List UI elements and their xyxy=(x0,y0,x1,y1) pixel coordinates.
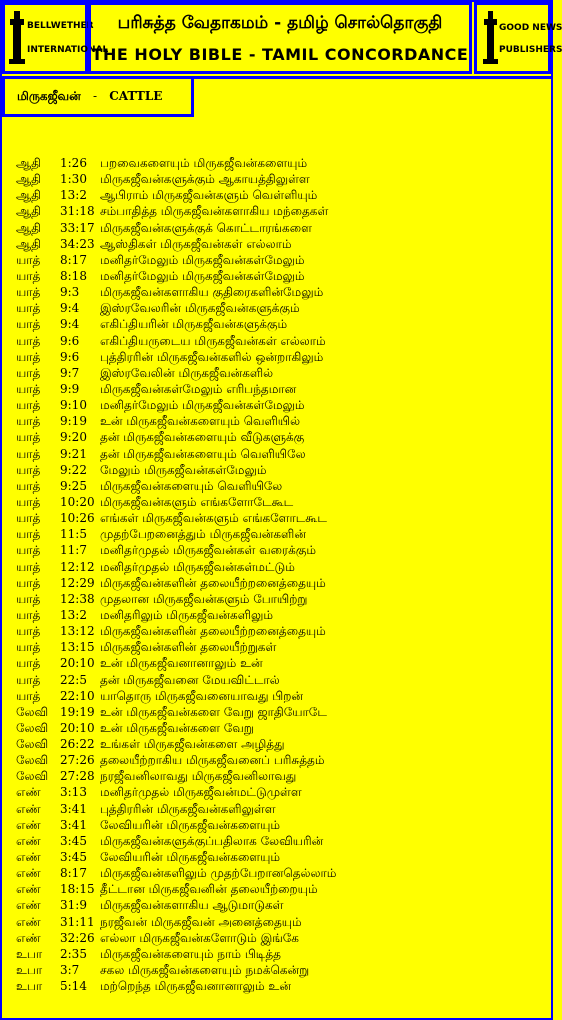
book-abbrev: யாத் xyxy=(16,398,41,413)
verse-text: யாதொரு மிருகஜீவனையாவது பிறன் xyxy=(100,688,304,703)
verse-reference: 13:15 xyxy=(60,640,95,655)
concordance-row xyxy=(16,833,546,849)
verse-reference: 9:10 xyxy=(60,398,87,413)
verse-reference: 9:7 xyxy=(60,365,80,380)
verse-text: மனிதர்முதல் மிருகஜீவன்கள்மட்டும் xyxy=(100,559,295,574)
concordance-row xyxy=(16,542,546,558)
verse-text: தன் மிருகஜீவன்களையும் வெளியிலே xyxy=(100,446,306,461)
verse-reference: 34:23 xyxy=(60,236,95,251)
concordance-row xyxy=(16,429,546,445)
book-abbrev: லேவி xyxy=(16,737,49,752)
verse-reference: 9:25 xyxy=(60,478,87,493)
book-abbrev: எண் xyxy=(16,930,41,945)
title-tamil: பரிசுத்த வேதாகமம் - தமிழ் சொல்தொகுதி xyxy=(117,13,443,33)
concordance-row xyxy=(16,510,546,526)
concordance-row xyxy=(16,688,546,704)
verse-text: மிருகஜீவன்களும் எங்களோடேகூட xyxy=(100,494,294,509)
book-abbrev: ஆதி xyxy=(16,156,42,170)
verse-text: இஸ்ரவேலரின் மிருகஜீவன்களுக்கும் xyxy=(100,301,300,316)
concordance-row xyxy=(16,978,546,994)
verse-text: தன் மிருகஜீவனை மேயவிட்டால் xyxy=(100,672,280,687)
verse-reference: 22:10 xyxy=(60,688,95,703)
verse-text: மிருகஜீவன்களுக்கும் ஆகாயத்திலுள்ள xyxy=(100,172,310,187)
concordance-row xyxy=(16,478,546,494)
verse-reference: 11:5 xyxy=(60,527,87,542)
concordance-row xyxy=(16,300,546,316)
verse-reference: 31:18 xyxy=(60,204,95,219)
concordance-row xyxy=(16,639,546,655)
verse-text: உன் மிருகஜீவன்களை வேறு xyxy=(100,720,254,735)
book-abbrev: யாத் xyxy=(16,494,41,509)
verse-reference: 3:7 xyxy=(60,963,80,978)
concordance-row xyxy=(16,865,546,881)
verse-reference: 31:11 xyxy=(60,914,95,929)
book-abbrev: லேவி xyxy=(16,753,49,768)
book-abbrev: யாத் xyxy=(16,301,41,316)
verse-text: ஆபிராம் மிருகஜீவன்களும் வெள்ளியும் xyxy=(100,188,318,203)
book-abbrev: லேவி xyxy=(16,704,49,719)
headword-english: CATTLE xyxy=(109,89,163,103)
bellwether-logo-icon xyxy=(5,5,85,71)
concordance-row xyxy=(16,962,546,978)
headword-dash: - xyxy=(92,89,98,103)
verse-reference: 33:17 xyxy=(60,220,95,235)
book-abbrev: உபா xyxy=(16,946,43,961)
verse-text: மிருகஜீவன்களையும் நாம் பிடித்த xyxy=(100,946,281,961)
book-abbrev: யாத் xyxy=(16,511,41,526)
verse-reference: 12:29 xyxy=(60,575,95,590)
concordance-row xyxy=(16,446,546,462)
verse-text: சகல மிருகஜீவன்களையும் நமக்கென்று xyxy=(100,963,310,978)
verse-text: முதற்பேறனைத்தும் மிருகஜீவன்களின் xyxy=(100,527,306,542)
goodnews-logo xyxy=(474,2,562,74)
verse-text: மேலும் மிருகஜீவன்கள்மேலும் xyxy=(100,462,267,477)
book-abbrev: யாத் xyxy=(16,252,41,267)
verse-text: மிருகஜீவன்களாகிய குதிரைகளின்மேலும் xyxy=(100,285,324,300)
concordance-row xyxy=(16,930,546,946)
verse-text: மிருகஜீவன்களின் தலையீற்றனைத்தையும் xyxy=(100,575,326,590)
goodnews-logo-icon xyxy=(477,5,549,71)
book-abbrev: ஆதி xyxy=(16,220,42,235)
book-abbrev: யாத் xyxy=(16,656,41,671)
verse-text: உங்கள் மிருகஜீவன்களை அழித்து xyxy=(100,737,285,752)
concordance-row xyxy=(16,236,546,252)
book-abbrev: யாத் xyxy=(16,333,41,348)
verse-reference: 27:28 xyxy=(60,769,95,784)
headword-tamil: மிருகஜீவன் xyxy=(17,89,81,103)
verse-text: மனிதர்மேலும் மிருகஜீவன்கள்மேலும் xyxy=(100,252,305,267)
verse-text: தன் மிருகஜீவன்களையும் வீடுகளுக்கு xyxy=(100,430,305,445)
verse-text: மிருகஜீவன்களுக்குக் கொட்டாரங்களை xyxy=(100,220,312,235)
bellwether-logo xyxy=(2,2,109,74)
verse-reference: 11:7 xyxy=(60,543,87,558)
verse-reference: 3:13 xyxy=(60,785,87,800)
concordance-row xyxy=(16,494,546,510)
bellwether-logo-line2: INTERNATIONAL xyxy=(27,45,109,55)
verse-text: மிருகஜீவன்களிலும் முதற்பேறானதெல்லாம் xyxy=(100,866,337,881)
verse-reference: 9:20 xyxy=(60,430,87,445)
concordance-row xyxy=(16,575,546,591)
concordance-row xyxy=(16,768,546,784)
concordance-row xyxy=(16,413,546,429)
verse-reference: 13:2 xyxy=(60,188,87,203)
verse-reference: 2:35 xyxy=(60,946,87,961)
verse-text: எகிப்தியருடைய மிருகஜீவன்கள் எல்லாம் xyxy=(100,333,326,348)
verse-text: புத்திரரின் மிருகஜீவன்களிலுள்ள xyxy=(100,801,276,816)
book-abbrev: யாத் xyxy=(16,414,41,429)
book-abbrev: யாத் xyxy=(16,543,41,558)
verse-text: மனிதரிலும் மிருகஜீவன்களிலும் xyxy=(100,607,274,622)
verse-reference: 5:14 xyxy=(60,979,87,994)
book-abbrev: உபா xyxy=(16,963,43,978)
verse-reference: 9:6 xyxy=(60,349,80,364)
concordance-row xyxy=(16,897,546,913)
verse-text: புத்திரரின் மிருகஜீவன்களில் ஒன்றாகிலும் xyxy=(100,349,324,364)
book-abbrev: யாத் xyxy=(16,365,41,380)
verse-reference: 32:26 xyxy=(60,930,95,945)
verse-text: மனிதர்முதல் மிருகஜீவன்கள் வரைக்கும் xyxy=(100,543,317,558)
concordance-row xyxy=(16,752,546,768)
verse-reference: 9:9 xyxy=(60,381,80,396)
concordance-row xyxy=(16,655,546,671)
verse-reference: 27:26 xyxy=(60,753,95,768)
concordance-row xyxy=(16,607,546,623)
book-abbrev: ஆதி xyxy=(16,188,42,203)
concordance-row xyxy=(16,784,546,800)
book-abbrev: எண் xyxy=(16,866,41,881)
book-abbrev: லேவி xyxy=(16,720,49,735)
book-abbrev: எண் xyxy=(16,882,41,897)
verse-text: எல்லா மிருகஜீவன்களோடும் இங்கே xyxy=(100,930,299,945)
verse-reference: 9:22 xyxy=(60,462,87,477)
verse-text: மிருகஜீவன்கள்மேலும் எரிபந்தமான xyxy=(100,381,297,396)
book-abbrev: எண் xyxy=(16,817,41,832)
verse-reference: 12:12 xyxy=(60,559,95,574)
concordance-row xyxy=(16,316,546,332)
verse-text: மனிதர்முதல் மிருகஜீவன்மட்டுமுள்ள xyxy=(100,785,302,800)
concordance-row xyxy=(16,801,546,817)
book-abbrev: யாத் xyxy=(16,268,41,283)
concordance-row xyxy=(16,672,546,688)
verse-text: நரஜீவன் மிருகஜீவன் அனைத்தையும் xyxy=(100,914,302,929)
concordance-row xyxy=(16,462,546,478)
verse-reference: 10:26 xyxy=(60,511,95,526)
book-abbrev: உபா xyxy=(16,979,43,994)
concordance-row xyxy=(16,171,546,187)
verse-text: மிருகஜீவன்களுக்குப்பதிலாக லேவியரின் xyxy=(100,833,324,848)
verse-text: மனிதர்மேலும் மிருகஜீவன்கள்மேலும் xyxy=(100,398,305,413)
verse-reference: 3:41 xyxy=(60,817,87,832)
verse-reference: 20:10 xyxy=(60,720,95,735)
verse-text: உன் மிருகஜீவன்களையும் வெளியில் xyxy=(100,414,301,429)
bellwether-logo-line1: BELLWETHER xyxy=(27,21,94,31)
book-abbrev: யாத் xyxy=(16,575,41,590)
verse-reference: 9:21 xyxy=(60,446,87,461)
book-abbrev: எண் xyxy=(16,898,41,913)
book-abbrev: லேவி xyxy=(16,769,49,784)
book-abbrev: யாத் xyxy=(16,527,41,542)
title-box xyxy=(88,2,472,74)
concordance-row xyxy=(16,252,546,268)
verse-text: இஸ்ரவேலின் மிருகஜீவன்களில் xyxy=(100,365,274,380)
goodnews-logo-line1: GOOD NEWS xyxy=(499,23,562,33)
book-abbrev: யாத் xyxy=(16,591,41,606)
verse-reference: 9:3 xyxy=(60,285,80,300)
verse-reference: 12:38 xyxy=(60,591,95,606)
book-abbrev: எண் xyxy=(16,785,41,800)
book-abbrev: யாத் xyxy=(16,688,41,703)
concordance-row xyxy=(16,397,546,413)
concordance-row xyxy=(16,591,546,607)
concordance-list xyxy=(16,155,546,994)
verse-text: உன் மிருகஜீவன்களை வேறு ஜாதியோடே xyxy=(100,704,327,719)
verse-reference: 9:4 xyxy=(60,317,80,332)
concordance-row xyxy=(16,881,546,897)
book-abbrev: யாத் xyxy=(16,640,41,655)
verse-text: முதலான மிருகஜீவன்களும் போயிற்று xyxy=(100,591,308,606)
concordance-row xyxy=(16,817,546,833)
verse-text: மனிதர்மேலும் மிருகஜீவன்கள்மேலும் xyxy=(100,268,305,283)
verse-text: லேவியரின் மிருகஜீவன்களையும் xyxy=(100,817,281,832)
verse-reference: 19:19 xyxy=(60,704,95,719)
book-abbrev: எண் xyxy=(16,850,41,865)
verse-reference: 3:45 xyxy=(60,850,87,865)
book-abbrev: ஆதி xyxy=(16,172,42,187)
verse-reference: 9:4 xyxy=(60,301,80,316)
concordance-row xyxy=(16,736,546,752)
verse-text: உன் மிருகஜீவனானாலும் உன் xyxy=(100,656,263,671)
verse-reference: 1:26 xyxy=(60,156,87,170)
concordance-row xyxy=(16,946,546,962)
verse-reference: 8:17 xyxy=(60,866,87,881)
verse-text: மிருகஜீவன்களின் தலையீற்றுகள் xyxy=(100,640,277,655)
verse-text: மற்றெந்த மிருகஜீவனானாலும் உன் xyxy=(100,979,291,994)
concordance-row xyxy=(16,720,546,736)
verse-text: மிருகஜீவன்களாகிய ஆடுமாடுகள் xyxy=(100,898,284,913)
verse-reference: 8:18 xyxy=(60,268,87,283)
goodnews-logo-line2: PUBLISHERS xyxy=(499,45,562,55)
concordance-row xyxy=(16,268,546,284)
headword-box xyxy=(2,79,194,117)
book-abbrev: யாத் xyxy=(16,317,41,332)
verse-text: எகிப்தியரின் மிருகஜீவன்களுக்கும் xyxy=(100,317,288,332)
verse-text: தீட்டான மிருகஜீவனின் தலையீற்றையும் xyxy=(100,882,318,897)
verse-reference: 8:17 xyxy=(60,252,87,267)
book-abbrev: யாத் xyxy=(16,672,41,687)
verse-text: சம்பாதித்த மிருகஜீவன்களாகிய மந்தைகள் xyxy=(100,204,329,219)
book-abbrev: யாத் xyxy=(16,285,41,300)
verse-reference: 1:30 xyxy=(60,172,87,187)
verse-text: பறவைகளையும் மிருகஜீவன்களையும் xyxy=(100,156,308,170)
book-abbrev: ஆதி xyxy=(16,236,42,251)
verse-reference: 22:5 xyxy=(60,672,87,687)
concordance-row xyxy=(16,526,546,542)
concordance-row xyxy=(16,155,546,171)
verse-reference: 3:45 xyxy=(60,833,87,848)
concordance-row xyxy=(16,203,546,219)
book-abbrev: யாத் xyxy=(16,381,41,396)
verse-reference: 20:10 xyxy=(60,656,95,671)
concordance-row xyxy=(16,849,546,865)
verse-text: ஆஸ்திகள் மிருகஜீவன்கள் எல்லாம் xyxy=(100,236,292,251)
verse-reference: 31:9 xyxy=(60,898,87,913)
verse-text: தலையீற்றாகிய மிருகஜீவனைப் பரிசுத்தம் xyxy=(100,753,325,768)
book-abbrev: எண் xyxy=(16,914,41,929)
concordance-row xyxy=(16,559,546,575)
verse-reference: 10:20 xyxy=(60,494,95,509)
book-abbrev: ஆதி xyxy=(16,204,42,219)
book-abbrev: யாத் xyxy=(16,446,41,461)
concordance-row xyxy=(16,284,546,300)
concordance-row xyxy=(16,914,546,930)
verse-text: மிருகஜீவன்களின் தலையீற்றனைத்தையும் xyxy=(100,624,326,639)
verse-reference: 13:12 xyxy=(60,624,95,639)
book-abbrev: யாத் xyxy=(16,559,41,574)
verse-reference: 13:2 xyxy=(60,607,87,622)
book-abbrev: யாத் xyxy=(16,478,41,493)
verse-text: எங்கள் மிருகஜீவன்களும் எங்களோடகூட xyxy=(100,511,327,526)
book-abbrev: யாத் xyxy=(16,349,41,364)
concordance-row xyxy=(16,381,546,397)
book-abbrev: யாத் xyxy=(16,430,41,445)
book-abbrev: யாத் xyxy=(16,607,41,622)
concordance-row xyxy=(16,349,546,365)
book-abbrev: எண் xyxy=(16,833,41,848)
concordance-row xyxy=(16,704,546,720)
verse-reference: 3:41 xyxy=(60,801,87,816)
book-abbrev: யாத் xyxy=(16,462,41,477)
verse-text: லேவியரின் மிருகஜீவன்களையும் xyxy=(100,850,281,865)
book-abbrev: எண் xyxy=(16,801,41,816)
concordance-row xyxy=(16,187,546,203)
concordance-row xyxy=(16,365,546,381)
concordance-row xyxy=(16,623,546,639)
verse-text: மிருகஜீவன்களையும் வெளியிலே xyxy=(100,478,283,493)
concordance-row xyxy=(16,333,546,349)
verse-reference: 9:6 xyxy=(60,333,80,348)
verse-text: நரஜீவனிலாவது மிருகஜீவனிலாவது xyxy=(100,769,297,784)
verse-reference: 26:22 xyxy=(60,737,95,752)
title-english: THE HOLY BIBLE - TAMIL CONCORDANCE xyxy=(91,45,469,64)
verse-reference: 18:15 xyxy=(60,882,95,897)
verse-reference: 9:19 xyxy=(60,414,87,429)
book-abbrev: யாத் xyxy=(16,624,41,639)
concordance-row xyxy=(16,220,546,236)
